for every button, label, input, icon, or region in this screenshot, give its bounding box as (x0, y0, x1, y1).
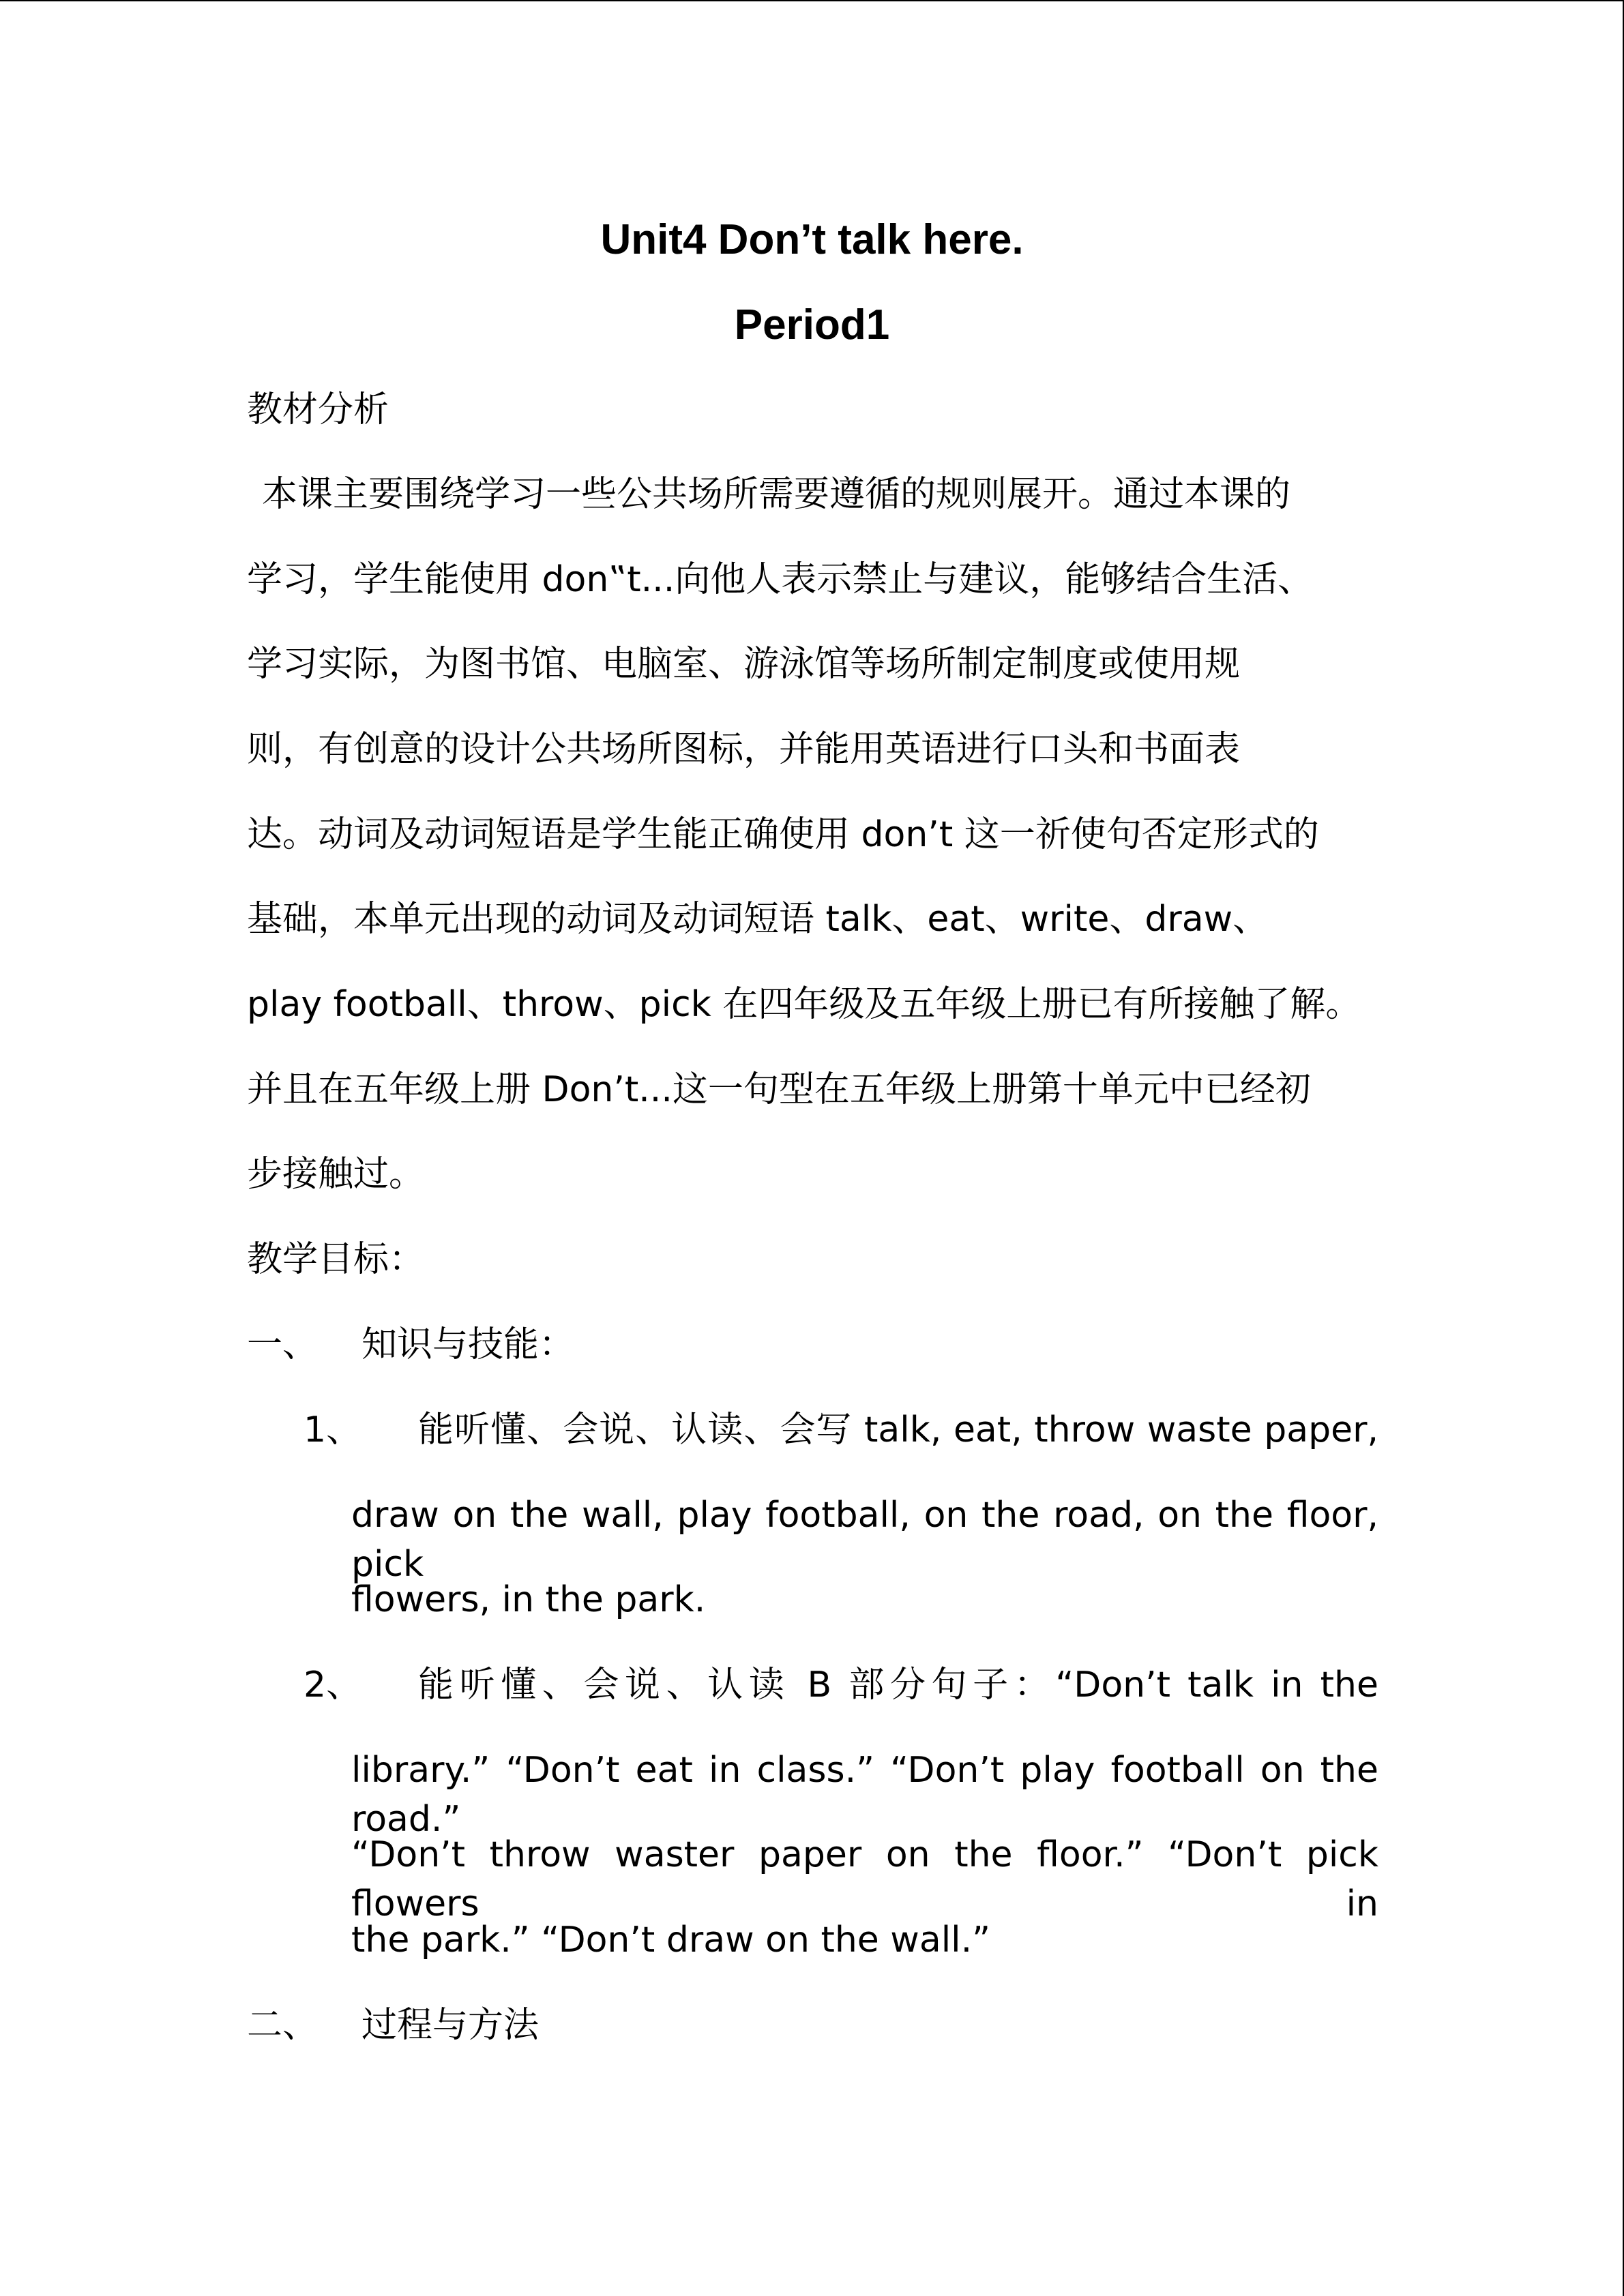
item-line: the park.” “Don’t draw on the wall.” (351, 1920, 991, 1960)
analysis-line: 步接触过。 (247, 1154, 425, 1195)
analysis-line: 本课主要围绕学习一些公共场所需要遵循的规则展开。通过本课的 (262, 474, 1291, 515)
item-number: 1、 (304, 1410, 362, 1450)
document-title: Unit4 Don’t talk here. (600, 216, 1024, 263)
analysis-line: 学习，学生能使用 don‟t...向他人表示禁止与建议，能够结合生活、 (247, 559, 1314, 600)
item-line: library.” “Don’t eat in class.” “Don’t play football on the road.” (351, 1750, 1378, 1840)
item-line: 能听懂、会说、认读、会写 talk, eat, throw waste paper, (418, 1410, 1378, 1450)
item-line: 能听懂、会说、认读 B 部分句子：“Don’t talk in the (418, 1665, 1378, 1705)
item-line: “Don’t throw waster paper on the floor.” “Don’t pick flowers in (351, 1834, 1378, 1924)
section-process-methods (247, 2001, 539, 2050)
section-label: 知识与技能： (361, 1324, 575, 1365)
analysis-line: 并且在五年级上册 Don’t...这一句型在五年级上册第十单元中已经初 (247, 1069, 1311, 1110)
section-knowledge-skills (247, 1320, 574, 1369)
analysis-line: 达。动词及动词短语是学生能正确使用 don’t 这一祈使句否定形式的 (247, 814, 1319, 855)
item-line: draw on the wall, play football, on the road, on the floor, pick (351, 1495, 1378, 1585)
section-number: 一、 (247, 1324, 319, 1365)
section-label: 过程与方法 (361, 2005, 540, 2046)
analysis-line: 基础，本单元出现的动词及动词短语 talk、eat、write、draw、 (247, 899, 1269, 940)
analysis-heading: 教材分析 (247, 389, 389, 430)
objectives-heading: 教学目标： (247, 1239, 425, 1280)
item-line: flowers, in the park. (351, 1579, 706, 1620)
document-subtitle: Period1 (734, 301, 890, 348)
section-number: 二、 (247, 2005, 319, 2046)
item-number: 2、 (304, 1665, 362, 1705)
analysis-line: 学习实际，为图书馆、电脑室、游泳馆等场所制定制度或使用规 (247, 644, 1241, 685)
analysis-line: 则，有创意的设计公共场所图标，并能用英语进行口头和书面表 (247, 729, 1241, 770)
analysis-line: play football、throw、pick 在四年级及五年级上册已有所接触了解。 (247, 984, 1361, 1025)
